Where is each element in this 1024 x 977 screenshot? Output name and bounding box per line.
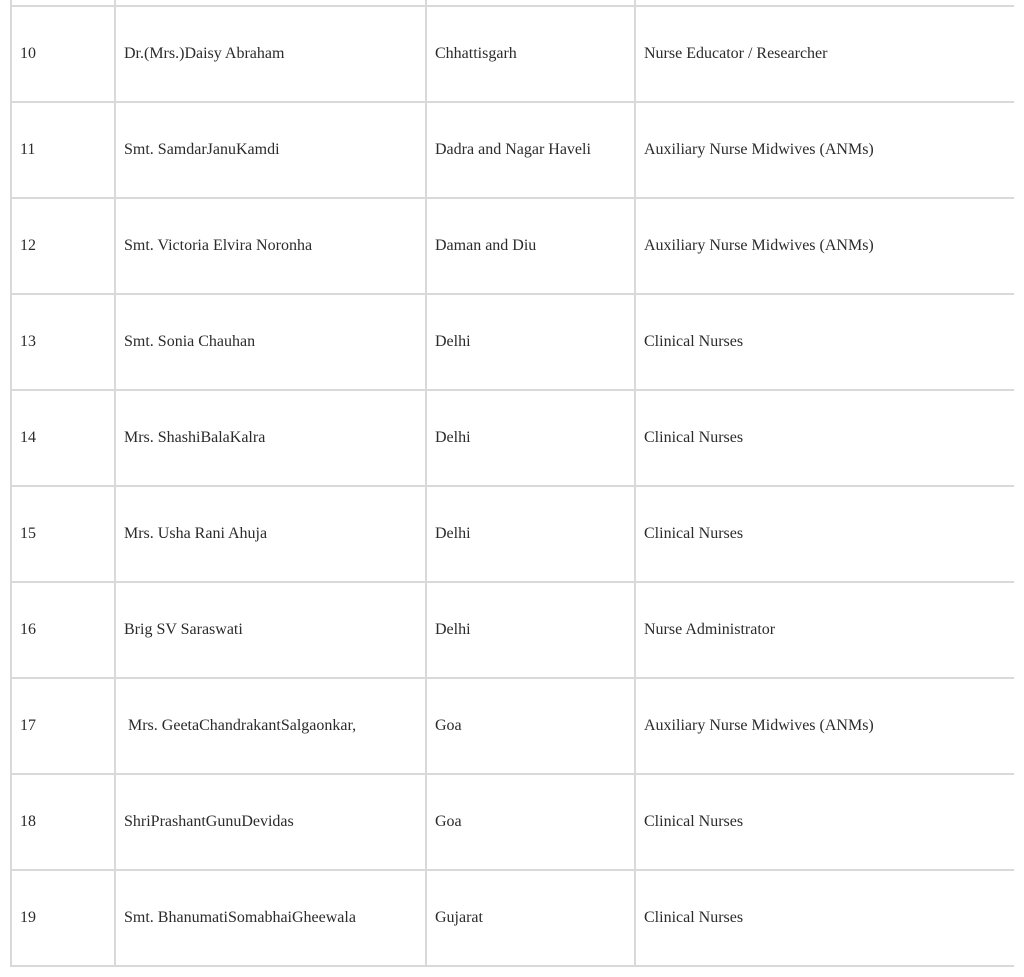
state-cell: Delhi — [426, 582, 635, 678]
state-cell: Dadra and Nagar Haveli — [426, 102, 635, 198]
category-cell: Clinical Nurses — [635, 774, 1014, 870]
name-text: Mrs. GeetaChandrakantSalgaonkar, — [128, 717, 357, 734]
name-cell: Mrs. Usha Rani Ahuja — [115, 486, 426, 582]
serial-number-cell: 13 — [11, 294, 115, 390]
serial-number-cell: 14 — [11, 390, 115, 486]
category-cell: Auxiliary Nurse Midwives (ANMs) — [635, 198, 1014, 294]
name-cell — [115, 678, 426, 774]
state-cell: Daman and Diu — [426, 198, 635, 294]
category-cell: Clinical Nurses — [635, 294, 1014, 390]
table-row — [11, 198, 1014, 294]
table-row — [11, 870, 1014, 966]
category-cell: Clinical Nurses — [635, 870, 1014, 966]
table-row — [11, 390, 1014, 486]
serial-number-cell: 11 — [11, 102, 115, 198]
state-cell: Delhi — [426, 390, 635, 486]
awardees-table — [10, 0, 1014, 967]
category-cell: Auxiliary Nurse Midwives (ANMs) — [635, 102, 1014, 198]
serial-number-cell: 10 — [11, 6, 115, 102]
table-row — [11, 774, 1014, 870]
table-row — [11, 582, 1014, 678]
state-cell: Gujarat — [426, 870, 635, 966]
state-cell: Delhi — [426, 486, 635, 582]
name-cell: Dr.(Mrs.)Daisy Abraham — [115, 6, 426, 102]
serial-number-cell: 17 — [11, 678, 115, 774]
table-row — [11, 6, 1014, 102]
category-cell: Clinical Nurses — [635, 486, 1014, 582]
awardees-table-container — [10, 0, 1014, 977]
table-row — [11, 294, 1014, 390]
serial-number-cell: 16 — [11, 582, 115, 678]
name-cell: Smt. Sonia Chauhan — [115, 294, 426, 390]
name-cell: ShriPrashantGunuDevidas — [115, 774, 426, 870]
serial-number-cell: 15 — [11, 486, 115, 582]
state-cell: Chhattisgarh — [426, 6, 635, 102]
category-cell: Clinical Nurses — [635, 390, 1014, 486]
table-row — [11, 678, 1014, 774]
name-cell: Smt. Victoria Elvira Noronha — [115, 198, 426, 294]
name-cell: Brig SV Saraswati — [115, 582, 426, 678]
name-cell: Smt. BhanumatiSomabhaiGheewala — [115, 870, 426, 966]
state-cell: Goa — [426, 678, 635, 774]
table-row — [11, 102, 1014, 198]
serial-number-cell: 18 — [11, 774, 115, 870]
serial-number-cell: 19 — [11, 870, 115, 966]
category-cell: Nurse Educator / Researcher — [635, 6, 1014, 102]
name-cell: Smt. SamdarJanuKamdi — [115, 102, 426, 198]
state-cell: Goa — [426, 774, 635, 870]
serial-number-cell: 12 — [11, 198, 115, 294]
state-cell: Delhi — [426, 294, 635, 390]
name-cell: Mrs. ShashiBalaKalra — [115, 390, 426, 486]
category-cell: Nurse Administrator — [635, 582, 1014, 678]
category-cell: Auxiliary Nurse Midwives (ANMs) — [635, 678, 1014, 774]
table-row — [11, 486, 1014, 582]
